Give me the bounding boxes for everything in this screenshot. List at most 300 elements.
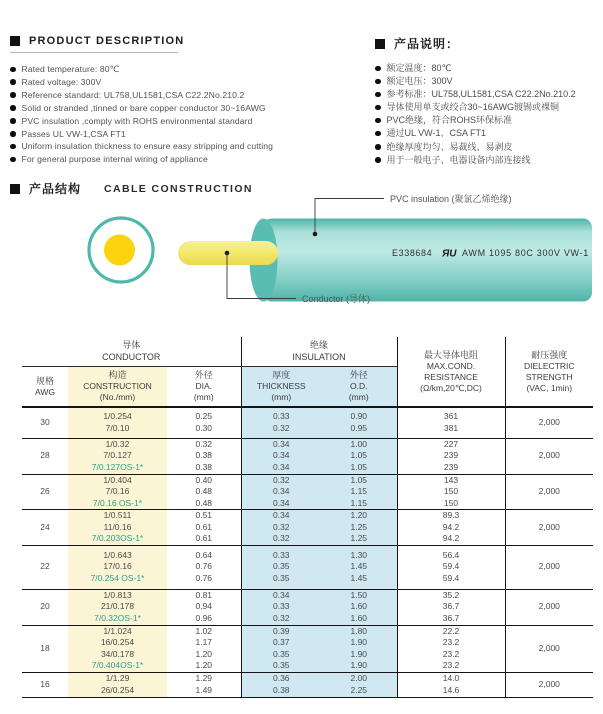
cell-value: 1.20 — [195, 660, 213, 670]
cell-value: 1.45 — [350, 572, 368, 583]
table-row — [22, 625, 593, 672]
cell-value: 7/0.127 — [103, 450, 132, 461]
table-group-header-row — [22, 337, 593, 367]
construction-cell — [68, 407, 167, 438]
bullet-item — [10, 128, 368, 141]
cell-value: 1.25 — [350, 533, 368, 543]
cell-value: 94.2 — [442, 533, 460, 543]
dia-header-zh: 外径 — [194, 370, 213, 380]
cable-cross-section-drawing — [89, 218, 153, 282]
thickness-header-unit: (mm) — [271, 392, 292, 402]
dielectric-cell — [505, 438, 593, 474]
cell-value: 1.02 — [195, 625, 213, 636]
resistance-cell — [397, 672, 505, 697]
cell-value: 23.2 — [442, 637, 460, 647]
cell-value: 1.05 — [350, 474, 368, 485]
cell-value: 0.76 — [195, 572, 213, 583]
product-description-list-en — [10, 63, 368, 166]
cell-value: 0.34 — [272, 497, 290, 508]
cell-value: 150 — [443, 497, 459, 508]
cell-value: 14.0 — [442, 673, 460, 683]
cell-value: 17/0.16 — [103, 561, 132, 572]
cell-value: 1/1.024 — [103, 625, 132, 636]
cell-value: 0.51 — [195, 510, 213, 520]
thickness-cell — [241, 474, 321, 510]
cell-value: 1.15 — [350, 497, 368, 508]
cell-value: 2,000 — [538, 601, 560, 612]
cell-value: 26/0.254 — [100, 684, 135, 695]
resistance-cell — [397, 545, 505, 589]
bullet-dot-icon — [375, 157, 381, 163]
dielectric-cell — [505, 625, 593, 672]
cell-value: 1.90 — [350, 648, 368, 659]
construction-cell — [68, 545, 167, 589]
cell-value: 36.7 — [442, 612, 460, 623]
cell-value: 0.35 — [272, 648, 290, 659]
cell-value: 26 — [40, 486, 50, 496]
cell-value: 7/0.404OS-1* — [91, 660, 144, 670]
bullet-dot-icon — [10, 105, 16, 111]
cell-value: 1/0.32 — [105, 438, 130, 449]
bullet-dot-icon — [375, 131, 381, 137]
cell-value: 0.34 — [272, 461, 290, 472]
table-row — [22, 589, 593, 625]
cell-value: 1.50 — [350, 589, 368, 600]
dia-cell — [167, 589, 241, 625]
dia-cell — [167, 474, 241, 510]
cell-value: 0.30 — [195, 422, 213, 433]
cell-value: 0.34 — [272, 438, 290, 449]
bullet-item — [10, 63, 368, 76]
cell-value: 1/0.813 — [103, 589, 132, 600]
bullet-dot-icon — [10, 67, 16, 73]
cable-construction-title-zh: 产品结构 — [29, 182, 82, 196]
dielectric-cell — [505, 510, 593, 546]
cell-value: 2,000 — [538, 678, 560, 689]
cable-side-view-drawing — [178, 219, 592, 302]
awg-cell — [22, 438, 68, 474]
cell-value: 22.2 — [442, 625, 460, 636]
od-cell — [321, 438, 397, 474]
cell-value: 7/0.32OS-1* — [94, 612, 141, 623]
cell-value: 0.32 — [272, 474, 290, 485]
resistance-cell — [397, 438, 505, 474]
od-cell — [321, 510, 397, 546]
construction-cell — [68, 474, 167, 510]
cell-value: 7/0.254 OS-1* — [90, 572, 145, 583]
table-row — [22, 438, 593, 474]
cell-value: 0.94 — [195, 601, 213, 612]
cell-value: 7/0.203OS-1* — [91, 533, 144, 543]
construction-cell — [68, 625, 167, 672]
bullet-text: 额定电压：300V — [386, 76, 453, 87]
bullet-text: For general purpose internal wiring of appliance — [21, 154, 208, 165]
cell-value: 239 — [443, 450, 459, 461]
resistance-header-unit: (Ω/km,20℃,DC) — [420, 382, 482, 393]
bullet-text: Uniform insulation thickness to ensure easy stripping and cutting — [21, 141, 274, 152]
cell-value: 381 — [443, 422, 459, 433]
dia-column-header — [167, 367, 241, 408]
od-cell — [321, 589, 397, 625]
cell-value: 239 — [443, 461, 459, 472]
construction-header-zh: 构造 — [108, 370, 127, 380]
od-header-en: O.D. — [350, 381, 368, 391]
conductor-label: Conductor (导体) — [302, 294, 371, 304]
cell-value: 1/0.643 — [103, 549, 132, 560]
thickness-cell — [241, 545, 321, 589]
cell-value: 0.32 — [272, 521, 290, 532]
cable-construction-title-en: CABLE CONSTRUCTION — [104, 182, 253, 195]
cell-value: 24 — [40, 521, 50, 532]
thickness-header-zh: 厚度 — [272, 370, 291, 380]
spec-table — [22, 337, 593, 698]
bullet-item — [375, 114, 603, 127]
cell-value: 2,000 — [538, 561, 560, 572]
cell-value: 0.48 — [195, 486, 213, 496]
dielectric-header-en1: DIELECTRIC — [523, 360, 575, 371]
cell-value: 21/0.178 — [100, 601, 135, 612]
cell-value: 0.35 — [272, 572, 290, 583]
cell-value: 143 — [443, 474, 459, 485]
cell-value: 16/0.254 — [100, 637, 135, 647]
cell-value: 1.29 — [195, 673, 213, 683]
resistance-header-zh: 最大导体电阻 — [424, 349, 479, 360]
cell-value: 0.34 — [272, 510, 290, 520]
dia-cell — [167, 545, 241, 589]
cell-value: 22 — [40, 561, 50, 572]
cell-value: 0.32 — [195, 438, 213, 449]
cell-value: 23.2 — [442, 648, 460, 659]
cell-value: 20 — [40, 601, 50, 612]
bullet-dot-icon — [10, 144, 16, 150]
construction-cell — [68, 510, 167, 546]
cell-value: 0.96 — [195, 612, 213, 623]
bullet-item — [375, 75, 603, 88]
awg-cell — [22, 510, 68, 546]
bullet-text: PVC insulation ,comply with ROHS environmental standard — [21, 115, 253, 126]
cell-value: 11/0.16 — [103, 521, 132, 532]
ul-recognized-mark-icon: ЯU — [442, 248, 457, 260]
bullet-item — [375, 127, 603, 140]
insulation-label: PVC insulation (聚氯乙烯绝缘) — [390, 194, 512, 204]
cell-value: 0.38 — [272, 684, 290, 695]
cell-value: 1/0.254 — [103, 411, 132, 422]
cable-diagram — [0, 188, 603, 335]
cell-value: 0.33 — [272, 601, 290, 612]
bullet-dot-icon — [375, 79, 381, 85]
construction-cell — [68, 672, 167, 697]
cell-value: 0.61 — [195, 521, 213, 532]
cell-value: 7/0.16 OS-1* — [92, 497, 143, 508]
cell-value: 0.95 — [350, 422, 368, 433]
thickness-header-en: THICKNESS — [256, 381, 306, 391]
thickness-column-header — [241, 367, 321, 408]
cell-value: 0.61 — [195, 533, 213, 543]
cell-value: 1.15 — [350, 486, 368, 496]
bullet-dot-icon — [10, 92, 16, 98]
cell-value: 36.7 — [442, 601, 460, 612]
thickness-cell — [241, 407, 321, 438]
awg-cell — [22, 625, 68, 672]
resistance-cell — [397, 407, 505, 438]
bullet-text: Rated temperature: 80℃ — [21, 64, 120, 74]
cell-value: 56.4 — [442, 549, 460, 560]
construction-header-unit: (No./mm) — [99, 392, 136, 402]
cell-value: 1.45 — [350, 561, 368, 572]
table-row — [22, 474, 593, 510]
insulation-leader-dot-icon — [313, 232, 318, 237]
thickness-cell — [241, 625, 321, 672]
cell-value: 2,000 — [538, 486, 560, 496]
cell-value: 1.90 — [350, 660, 368, 670]
thickness-cell — [241, 510, 321, 546]
section-marker-icon — [375, 39, 385, 49]
awg-cell — [22, 474, 68, 510]
bullet-text: Reference standard: UL758,UL1581,CSA C22.2No.210.2 — [21, 89, 245, 100]
construction-header-en: CONSTRUCTION — [83, 381, 152, 391]
product-description-heading — [10, 35, 185, 53]
cell-value: 1.60 — [350, 601, 368, 612]
insulation-body-drawing — [263, 219, 592, 302]
dia-cell — [167, 407, 241, 438]
bullet-item — [10, 115, 368, 128]
thickness-cell — [241, 589, 321, 625]
cell-value: 150 — [443, 486, 459, 496]
cell-value: 34/0.178 — [100, 648, 135, 659]
cell-value: 7/0.10 — [105, 422, 130, 433]
bullet-text: PVC绝缘，符合ROHS环保标准 — [386, 115, 513, 126]
cell-value: 1.00 — [350, 438, 368, 449]
cell-value: 0.34 — [272, 486, 290, 496]
conductor-core-drawing — [104, 235, 135, 266]
cell-value: 2.00 — [350, 673, 368, 683]
cell-value: 1.05 — [350, 450, 368, 461]
dia-cell — [167, 510, 241, 546]
cell-value: 1.20 — [195, 648, 213, 659]
cell-value: 0.39 — [272, 625, 290, 636]
awg-cell — [22, 545, 68, 589]
awg-cell — [22, 672, 68, 697]
bullet-item — [10, 76, 368, 89]
resistance-header-en2: RESISTANCE — [424, 371, 478, 382]
dielectric-cell — [505, 545, 593, 589]
dielectric-cell — [505, 672, 593, 697]
cell-value: 23.2 — [442, 660, 460, 670]
table-row — [22, 545, 593, 589]
cell-value: 0.34 — [272, 589, 290, 600]
cell-value: 89.3 — [442, 510, 460, 520]
bullet-dot-icon — [375, 105, 381, 111]
cell-value: 0.32 — [272, 612, 290, 623]
bullet-dot-icon — [10, 157, 16, 163]
bullet-text: 导体使用单支或绞合30~16AWG镀锡或裸铜 — [386, 102, 559, 113]
cell-value: 7/0.16 — [105, 486, 130, 496]
cell-value: 227 — [443, 438, 459, 449]
cell-value: 0.40 — [195, 474, 213, 485]
awg-header-zh: 规格 — [35, 375, 54, 386]
cell-value: 14.6 — [442, 684, 460, 695]
cell-value: 1.30 — [350, 549, 368, 560]
od-column-header — [321, 367, 397, 408]
cell-value: 0.36 — [272, 673, 290, 683]
cell-value: 0.33 — [272, 411, 290, 422]
conductor-group-label-zh: 导体 — [122, 340, 141, 350]
dielectric-header-unit: (VAC, 1min) — [526, 382, 573, 393]
bullet-text: 额定温度：80℃ — [386, 63, 452, 73]
cell-value: 0.38 — [195, 461, 213, 472]
cell-value: 0.76 — [195, 561, 213, 572]
awg-header-en: AWG — [35, 386, 55, 397]
cell-value: 2,000 — [538, 417, 560, 427]
cell-value: 1.90 — [350, 637, 368, 647]
bullet-dot-icon — [10, 79, 16, 85]
cell-value: 361 — [443, 411, 459, 422]
bullet-item — [10, 102, 368, 115]
bullet-item — [375, 154, 603, 167]
cell-value: 2,000 — [538, 521, 560, 532]
insulation-group-label-zh: 绝缘 — [310, 340, 329, 350]
bullet-item — [375, 141, 603, 154]
dielectric-header-en2: STRENGTH — [525, 371, 573, 382]
resistance-column-header — [397, 337, 505, 407]
cell-value: 0.32 — [272, 422, 290, 433]
construction-column-header — [68, 367, 167, 408]
table-row — [22, 407, 593, 438]
section-product-description-en — [10, 35, 368, 166]
dielectric-cell — [505, 589, 593, 625]
od-cell — [321, 545, 397, 589]
od-cell — [321, 474, 397, 510]
cell-value: 18 — [40, 642, 50, 653]
resistance-cell — [397, 589, 505, 625]
product-description-title: PRODUCT DESCRIPTION — [29, 35, 185, 47]
bullet-dot-icon — [375, 92, 381, 98]
bullet-text: 绝缘厚度均匀、易裁线、易剥皮 — [386, 141, 513, 152]
cell-value: 1.17 — [195, 637, 213, 647]
cable-print-spec: AWM 1095 80C 300V VW-1 — [462, 248, 589, 258]
cell-value: 1.20 — [350, 510, 368, 520]
dia-header-unit: (mm) — [193, 392, 214, 402]
thickness-cell — [241, 438, 321, 474]
resistance-header-en1: MAX.COND. — [426, 360, 476, 371]
od-cell — [321, 625, 397, 672]
bullet-item — [375, 101, 603, 114]
cell-value: 0.25 — [195, 411, 213, 422]
cell-value: 1/0.511 — [103, 510, 132, 520]
table-row — [22, 510, 593, 546]
cell-value: 2,000 — [538, 642, 560, 653]
bullet-item — [375, 88, 603, 101]
dielectric-header-zh: 耐压强度 — [531, 349, 568, 360]
cell-value: 0.33 — [272, 549, 290, 560]
dielectric-cell — [505, 474, 593, 510]
cell-value: 0.32 — [272, 533, 290, 543]
bullet-item — [375, 62, 603, 75]
dielectric-column-header — [505, 337, 593, 407]
cell-value: 28 — [40, 450, 50, 461]
resistance-cell — [397, 474, 505, 510]
cell-value: 0.34 — [272, 450, 290, 461]
bullet-dot-icon — [10, 131, 16, 137]
cell-value: 16 — [40, 678, 50, 689]
table-row — [22, 672, 593, 697]
product-description-heading-zh — [375, 35, 603, 52]
cell-value: 0.38 — [195, 450, 213, 461]
cell-value: 1.80 — [350, 625, 368, 636]
bullet-item — [10, 140, 368, 153]
cell-value: 0.48 — [195, 497, 213, 508]
cell-value: 1/1.29 — [105, 673, 130, 683]
cell-value: 1.49 — [195, 684, 213, 695]
cell-value: 2,000 — [538, 450, 560, 461]
spec-table-body — [22, 407, 593, 697]
product-description-title-zh: 产品说明： — [394, 37, 460, 51]
product-description-list-zh — [375, 62, 603, 167]
bullet-text: 参考标准：UL758,UL1581,CSA C22.2No.210.2 — [386, 89, 576, 100]
conductor-group-label-en: CONDUCTOR — [102, 351, 161, 362]
conductor-group-header — [22, 337, 241, 367]
dia-cell — [167, 625, 241, 672]
awg-column-header — [22, 367, 68, 408]
bullet-text: 通过UL VW-1、CSA FT1 — [386, 128, 487, 139]
bullet-dot-icon — [375, 144, 381, 150]
cell-value: 35.2 — [442, 589, 460, 600]
insulation-group-header — [241, 337, 397, 367]
cell-value: 1/0.404 — [103, 474, 132, 485]
cell-value: 0.35 — [272, 561, 290, 572]
awg-cell — [22, 589, 68, 625]
bullet-item — [10, 153, 368, 166]
dielectric-cell — [505, 407, 593, 438]
od-header-unit: (mm) — [348, 392, 369, 402]
cell-value: 94.2 — [442, 521, 460, 532]
cell-value: 0.37 — [272, 637, 290, 647]
cell-value: 30 — [40, 417, 50, 427]
bullet-dot-icon — [10, 118, 16, 124]
cell-value: 0.90 — [350, 411, 368, 422]
od-cell — [321, 672, 397, 697]
bullet-text: 用于一般电子、电器设备内部连接线 — [386, 154, 531, 165]
cell-value: 7/0.127OS-1* — [91, 461, 144, 472]
section-product-description-zh — [375, 35, 603, 167]
construction-cell — [68, 438, 167, 474]
cell-value: 1.25 — [350, 521, 368, 532]
cell-value: 59.4 — [442, 561, 460, 572]
cell-value: 2.25 — [350, 684, 368, 695]
cell-value: 0.81 — [195, 589, 213, 600]
cell-value: 1.60 — [350, 612, 368, 623]
insulation-group-label-en: INSULATION — [292, 351, 346, 362]
bullet-text: Rated voltage: 300V — [21, 76, 102, 87]
cell-value: 1.05 — [350, 461, 368, 472]
dia-cell — [167, 438, 241, 474]
resistance-cell — [397, 510, 505, 546]
thickness-cell — [241, 672, 321, 697]
section-marker-icon — [10, 36, 20, 46]
resistance-cell — [397, 625, 505, 672]
bullet-text: Solid or stranded ,tinned or bare copper conductor 30~16AWG — [21, 102, 266, 113]
dia-header-en: DIA. — [195, 381, 213, 391]
od-cell — [321, 407, 397, 438]
construction-cell — [68, 589, 167, 625]
bullet-dot-icon — [375, 118, 381, 124]
bullet-dot-icon — [375, 66, 381, 72]
awg-cell — [22, 407, 68, 438]
cell-value: 0.64 — [195, 549, 213, 560]
od-header-zh: 外径 — [349, 370, 368, 380]
dia-cell — [167, 672, 241, 697]
cell-value: 59.4 — [442, 572, 460, 583]
